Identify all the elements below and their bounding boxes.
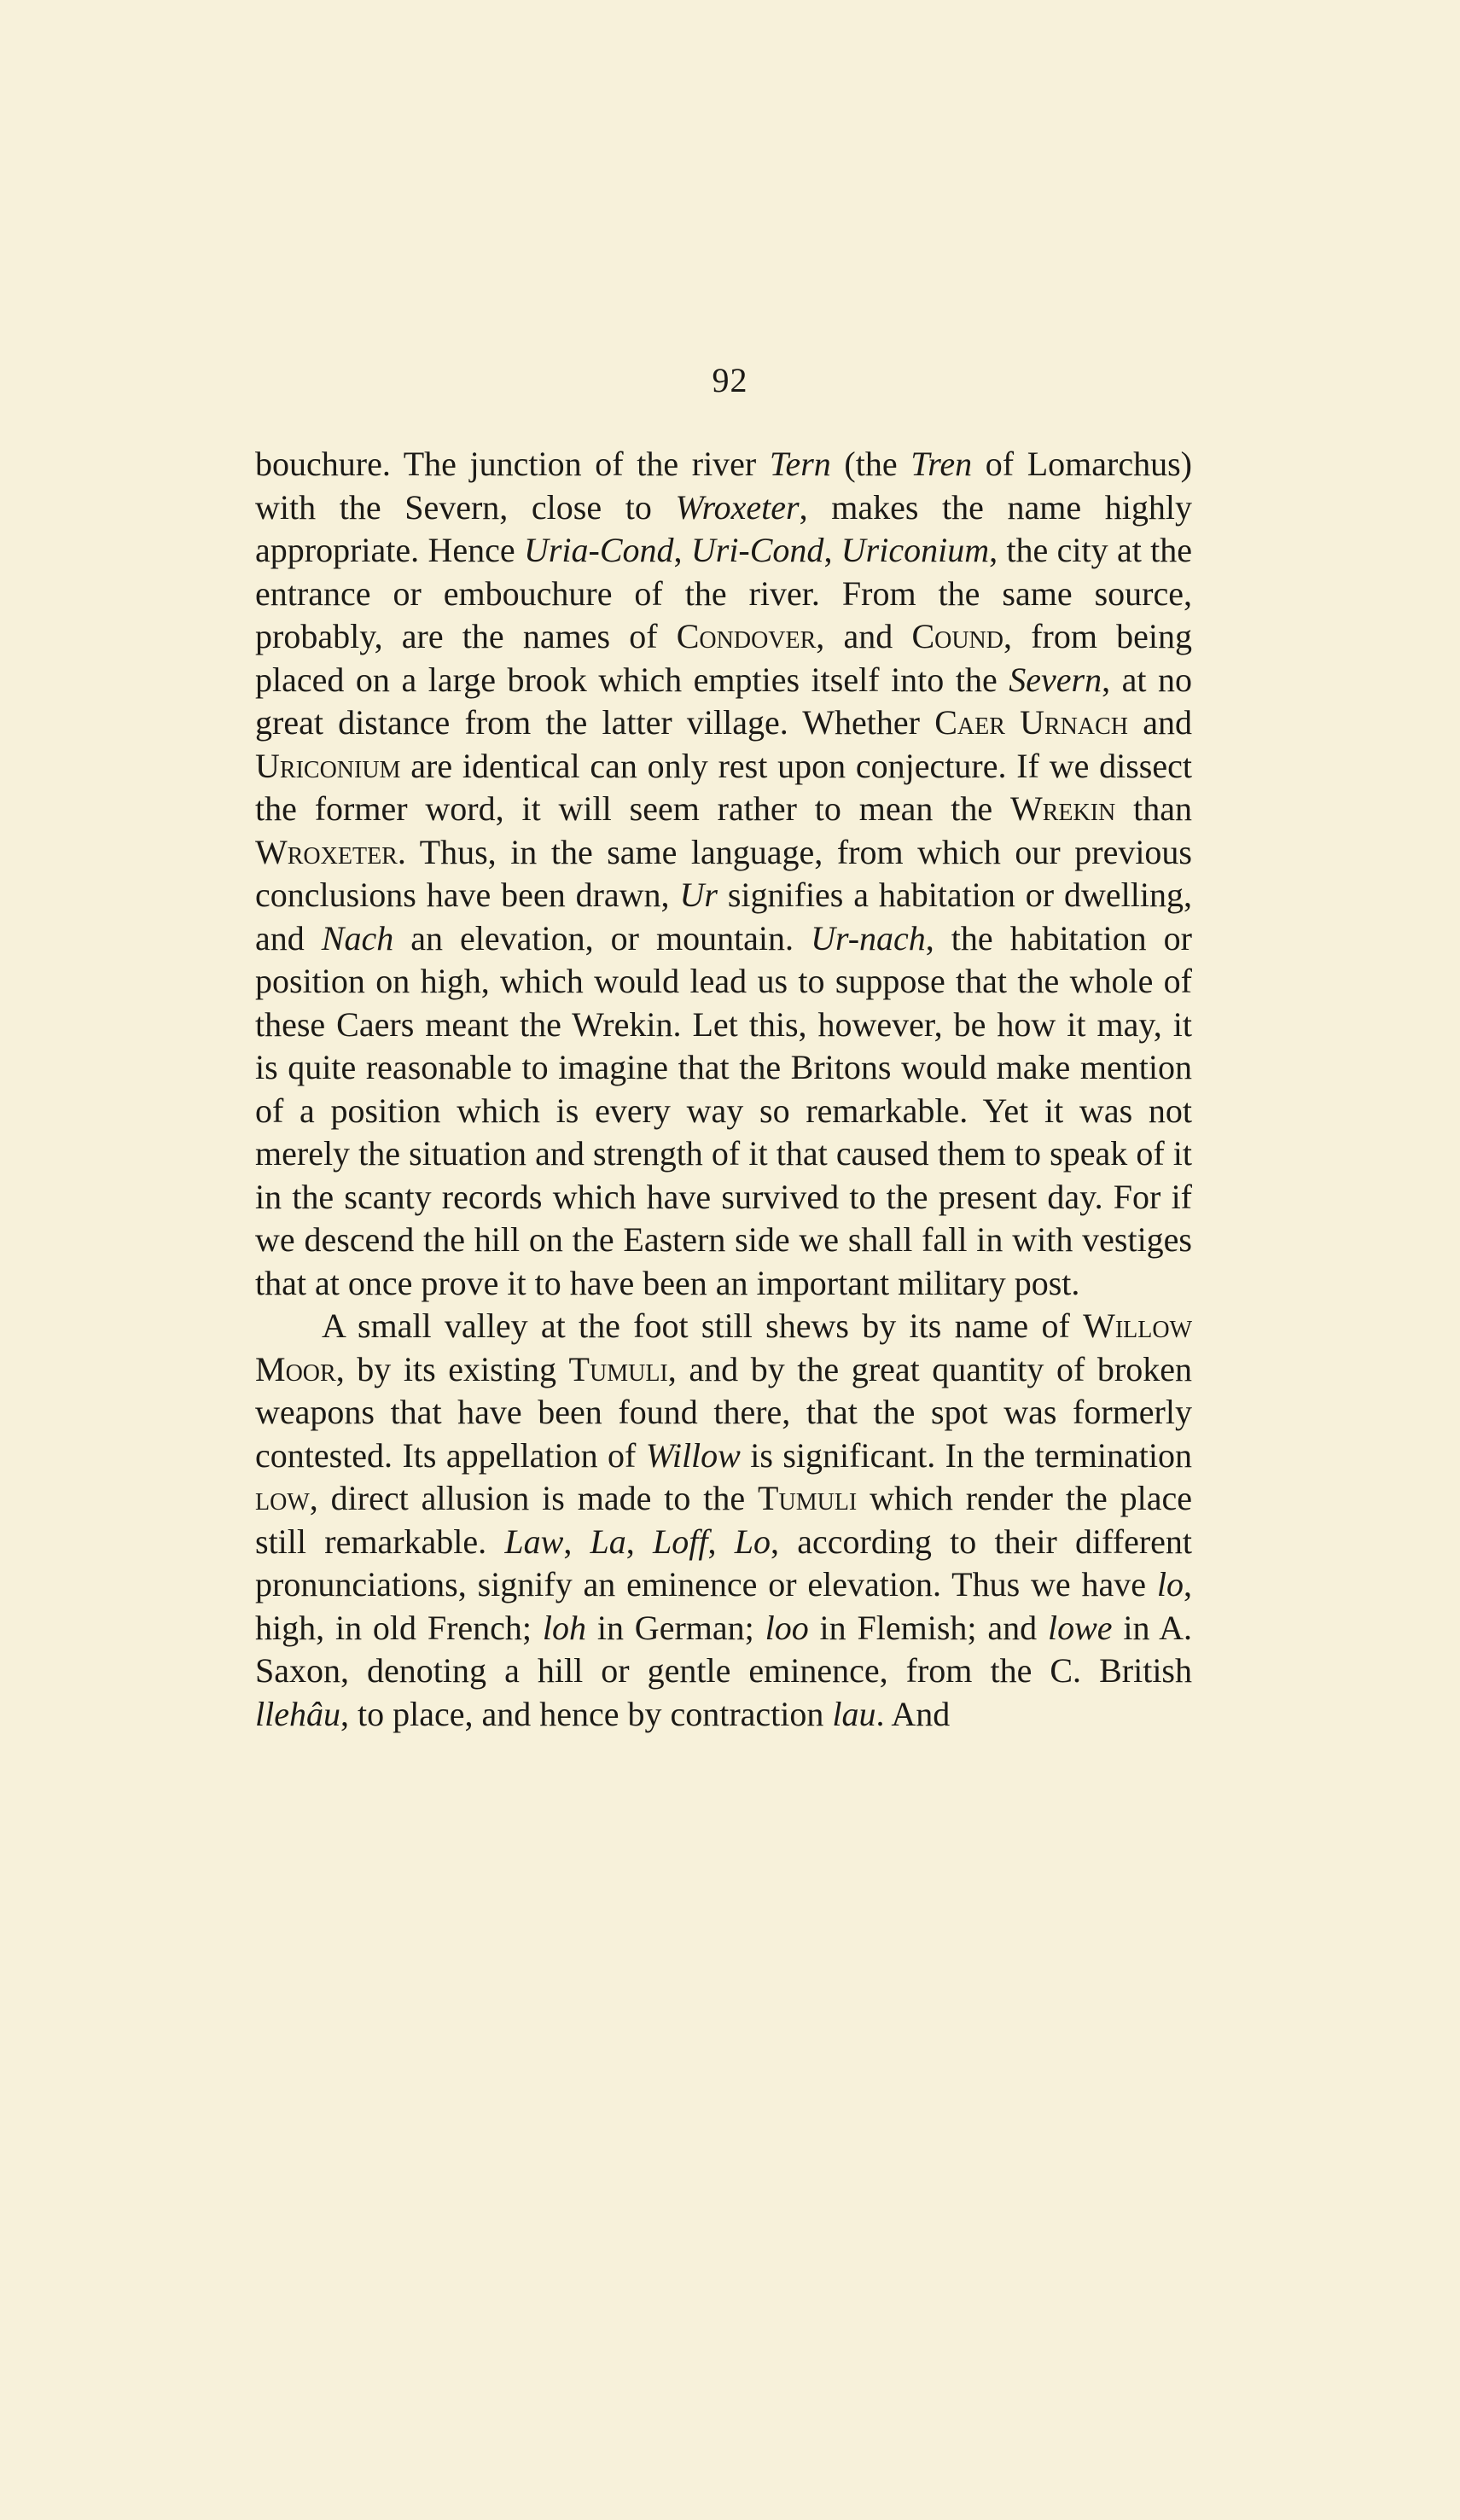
text-run: in Flemish; and: [808, 1608, 1048, 1647]
text-run: are identical can only rest upon conjecture. If we dissect the former word, it will seem rather to mean the: [255, 746, 1192, 828]
italic-term: Tern: [769, 445, 831, 483]
text-run: than: [1115, 789, 1193, 828]
text-run: , from being placed on a large brook which empties itself into the: [255, 617, 1192, 699]
text-run: . Thus, in the same language, from which our previous conclusions have been drawn,: [255, 832, 1192, 914]
small-caps-term: Wrekin: [1009, 789, 1116, 828]
italic-term: Nach: [321, 918, 394, 957]
page-body: [255, 443, 1192, 1736]
text-run: signifies a habitation or dwelling, and: [255, 876, 1193, 957]
text-run: , according to their different pronunciations, signify an eminence or elevation. Thus we have: [255, 1522, 1193, 1603]
text-run: in A. Saxon, denoting a hill or gentle eminence, from the C. British: [255, 1608, 1192, 1690]
text-run: A small valley at the foot still shews by its name of: [322, 1307, 1084, 1345]
italic-term: Ur-nach: [811, 918, 926, 957]
italic-term: loo: [765, 1608, 809, 1647]
italic-term: lo: [1156, 1565, 1184, 1603]
text-run: , makes the name highly appropriate. Hence: [255, 487, 1192, 569]
text-run: and: [1128, 703, 1192, 742]
text-run: , at no great distance from the latter village. Whether: [255, 660, 1192, 742]
text-run: , to place, and hence by contraction: [340, 1694, 833, 1733]
small-caps-term: Caer Urnach: [934, 703, 1128, 742]
text-run: , high, in old French;: [255, 1565, 1192, 1647]
text-run: which render the place still remarkable.: [255, 1479, 1192, 1561]
text-run: bouchure. The junction of the river: [255, 445, 770, 483]
italic-term: Lo: [734, 1522, 771, 1561]
text-run: of Lomarchus) with the Severn, close to: [255, 445, 1192, 527]
italic-term: Ur: [679, 876, 718, 914]
text-run: an elevation, or mountain.: [393, 918, 811, 957]
small-caps-term: Condover: [676, 617, 817, 655]
italic-term: Tren: [910, 445, 973, 483]
text-run: ,: [707, 1522, 735, 1561]
italic-term: Uri-Cond: [690, 531, 824, 569]
small-caps-term: Cound: [911, 617, 1003, 655]
small-caps-term: Tumuli: [568, 1349, 668, 1388]
small-caps-term: Wroxeter: [255, 832, 398, 871]
text-run: , and: [816, 617, 912, 655]
italic-term: Willow: [645, 1435, 741, 1475]
italic-term: Loff: [653, 1522, 708, 1561]
small-caps-term: Tumuli: [758, 1479, 858, 1517]
text-run: , by its existing: [335, 1349, 569, 1388]
text-run: ,: [625, 1522, 654, 1561]
italic-term: llehâu: [255, 1694, 340, 1733]
text-run: ,: [563, 1522, 590, 1561]
text-run: , the city at the entrance or embouchure of the river. From the same source, probably, are the names of: [255, 531, 1193, 655]
italic-term: Severn: [1009, 660, 1102, 699]
text-run: (the: [830, 445, 911, 483]
text-run: , and by the great quantity of broken weapons that have been found there, that the spot was formerly contested. Its appellation of: [255, 1349, 1192, 1475]
italic-term: Law: [504, 1522, 564, 1561]
small-caps-term: low: [255, 1479, 310, 1517]
small-caps-term: Willow Moor: [255, 1307, 1192, 1388]
italic-term: loh: [542, 1608, 587, 1647]
page-number: 92: [712, 361, 748, 399]
paragraph-2: [255, 1305, 1192, 1736]
italic-term: Uriconium: [841, 531, 990, 569]
small-caps-term: Uriconium: [255, 746, 401, 785]
text-run: is significant. In the termination: [740, 1435, 1192, 1475]
text-run: in German;: [586, 1608, 765, 1647]
italic-term: lau: [832, 1694, 876, 1733]
paragraph-1: [255, 443, 1192, 1305]
text-run: , the habitation or position on high, which would lead us to suppose that the whole of these Caers meant the Wrekin. Let this, however, be how it may, it is quite reasonable to imagine that the Britons would make mention of a position which is every way so remarkable. Yet it was not merely the situation and strength of it that caused them to speak of it in the scanty records which have survived to the present day. For if we descend the hill on the Eastern side we shall fall in with vestiges that at once prove it to have been an important military post.: [255, 918, 1192, 1302]
italic-term: Uria-Cond: [523, 531, 674, 569]
text-run: , direct allusion is made to the: [309, 1479, 759, 1517]
text-run: ,: [823, 531, 841, 569]
text-run: ,: [673, 531, 691, 569]
italic-term: lowe: [1047, 1608, 1113, 1647]
italic-term: Wroxeter: [675, 487, 800, 527]
italic-term: La: [590, 1522, 626, 1561]
text-run: . And: [875, 1694, 951, 1733]
